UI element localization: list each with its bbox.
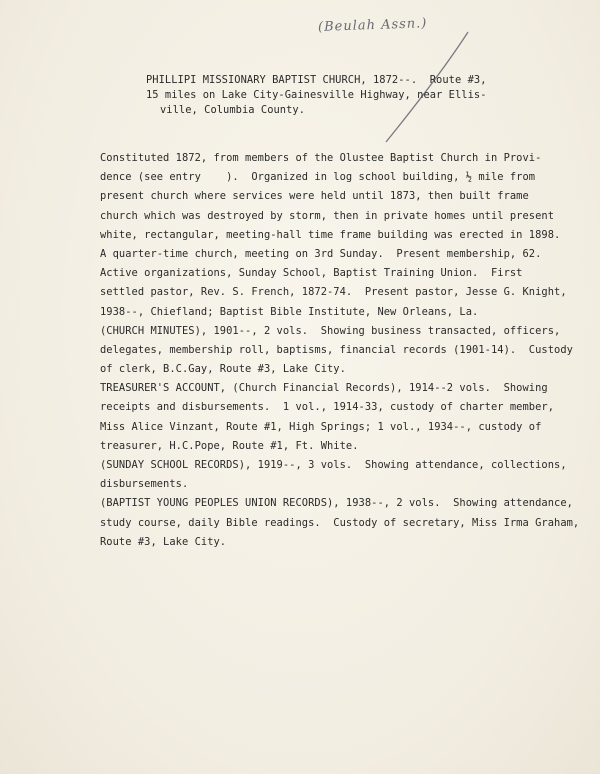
heading-line: ville, Columbia County. xyxy=(160,104,306,116)
body-line: Constituted 1872, from members of the Olustee Baptist Church in Provi- xyxy=(100,152,542,164)
document-body xyxy=(100,149,590,552)
document-heading xyxy=(146,73,586,118)
body-line: dence (see entry ). Organized in log school building, ½ mile from xyxy=(100,171,536,184)
body-line: treasurer, H.C.Pope, Route #1, Ft. White. xyxy=(100,439,359,452)
body-line: study course, daily Bible readings. Custody of secretary, Miss Irma Graham, xyxy=(100,516,580,529)
body-line: 1938--, Chiefland; Baptist Bible Institute, New Orleans, La. xyxy=(100,305,479,318)
body-line: Miss Alice Vinzant, Route #1, High Springs; 1 vol., 1934--, custody of xyxy=(100,420,542,433)
body-line: delegates, membership roll, baptisms, financial records (1901-14). Custody xyxy=(100,343,573,356)
body-line: present church where services were held until 1873, then built frame xyxy=(100,190,529,203)
heading-line: 15 miles on Lake City-Gainesville Highway, near Ellis- xyxy=(146,89,487,101)
body-line: Active organizations, Sunday School, Baptist Training Union. First xyxy=(100,267,523,280)
heading-line: PHILLIPI MISSIONARY BAPTIST CHURCH, 1872--. Route #3, xyxy=(146,74,487,86)
body-line: A quarter-time church, meeting on 3rd Sunday. Present membership, 62. xyxy=(100,247,542,260)
body-line: church which was destroyed by storm, then in private homes until present xyxy=(100,209,555,222)
body-line: receipts and disbursements. 1 vol., 1914-33, custody of charter member, xyxy=(100,401,555,414)
body-line: disbursements. xyxy=(100,478,189,491)
body-line: settled pastor, Rev. S. French, 1872-74. Present pastor, Jesse G. Knight, xyxy=(100,286,567,299)
body-line: (BAPTIST YOUNG PEOPLES UNION RECORDS), 1938--, 2 vols. Showing attendance, xyxy=(100,497,573,510)
body-line: of clerk, B.C.Gay, Route #3, Lake City. xyxy=(100,363,346,376)
body-line: Route #3, Lake City. xyxy=(100,535,227,548)
body-line: (SUNDAY SCHOOL RECORDS), 1919--, 3 vols. Showing attendance, collections, xyxy=(100,459,567,471)
handwritten-annotation: (Beulah Assn.) xyxy=(317,16,428,35)
body-line: (CHURCH MINUTES), 1901--, 2 vols. Showing business transacted, officers, xyxy=(100,324,561,337)
body-line: TREASURER'S ACCOUNT, (Church Financial Records), 1914--2 vols. Showing xyxy=(100,382,548,395)
body-line: white, rectangular, meeting-hall time frame building was erected in 1898. xyxy=(100,228,561,241)
